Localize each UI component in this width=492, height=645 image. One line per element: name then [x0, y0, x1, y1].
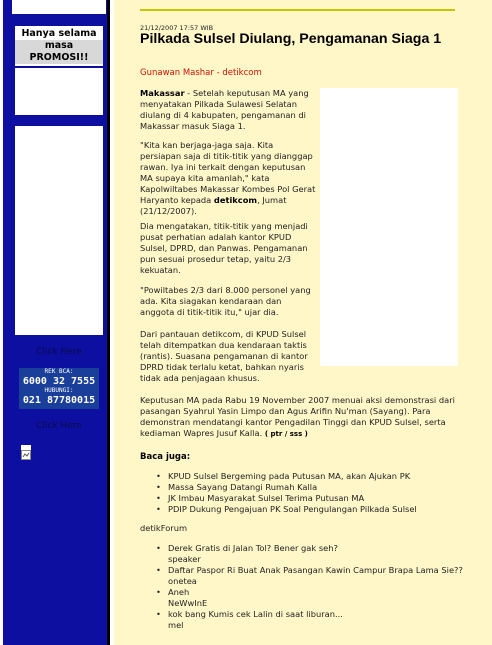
related-links-list [156, 471, 417, 515]
promo-banner[interactable] [15, 26, 103, 66]
article-author: Gunawan Mashar - detikcom [140, 68, 262, 78]
forum-topic-link[interactable]: Derek Gratis di Jalan Tol? Bener gak seh? [168, 543, 338, 553]
forum-list [156, 543, 463, 631]
paragraph-2-text: "Kita kan berjaga-jaga saja. Kita persiapan saja di titik-titik yang dianggap rawan. Iya ini terkait dengan keputusan MA supaya kita amanlah," kata Kapolwiltabes Makassar Kombes Pol Gerat Haryanto kepada [140, 140, 316, 205]
promo-line-2: masa [15, 40, 103, 52]
ad-slot-small[interactable] [15, 68, 103, 115]
forum-item [156, 565, 463, 587]
article-ad-box[interactable] [320, 88, 458, 366]
forum-user: mel [168, 620, 184, 630]
bank-account-banner[interactable] [19, 368, 99, 409]
forum-topic-link[interactable]: kok bang Kumis cek Lalin di saat liburan... [168, 609, 343, 619]
forum-topic-link[interactable]: Daftar Paspor Ri Buat Anak Pasangan Kawin Campur Brapa Lama Sie?? [168, 565, 463, 575]
dateline-city: Makassar [140, 88, 185, 98]
paragraph-5: Dari pantauan detikcom, di KPUD Sulsel telah ditempatkan dua kendaraan taktis (rantis). Suasana pengamanan di kantor DPRD tidak terlalu ketat, bahkan nyaris tidak ada penjagaan khusus. [140, 329, 308, 383]
paragraph-6-text: Keputusan MA pada Rabu 19 November 2007 menuai aksi demonstrasi dari pasangan Syahrul Yasin Limpo dan Agus Arifin Nu'man (Sayang). Para demonstran mendatangi kantor Pengadilan Tinggi dan KPUD Sulsel, serta kediaman Wapres Jusuf Kalla. [140, 395, 455, 438]
forum-user: onetea [168, 576, 197, 586]
forum-heading: detikForum [140, 523, 188, 533]
forum-user: speaker [168, 554, 201, 564]
related-link[interactable]: • PDIP Dukung Pengajuan PK Soal Pengulangan Pilkada Sulsel [156, 504, 417, 515]
forum-item [156, 587, 463, 609]
author-tag: ( ptr / sss ) [264, 430, 308, 438]
paragraph-1 [140, 88, 316, 132]
related-heading: Baca juga: [140, 452, 191, 462]
related-link[interactable]: • JK Imbau Masyarakat Sulsel Terima Putusan MA [156, 493, 417, 504]
phone-number: 021 87780015 [22, 395, 96, 406]
paragraph-1-text: - Setelah keputusan MA yang menyatakan Pilkada Sulawesi Selatan diulang di 4 kabupaten, pengamanan di Makassar masuk Siaga 1. [140, 88, 309, 131]
forum-item [156, 609, 463, 631]
forum-user: NeWwInE [168, 598, 208, 608]
bca-number: 6000 32 7555 [22, 376, 96, 387]
source-name: detikcom [213, 195, 258, 205]
bca-label: REK BCA: [44, 368, 74, 375]
top-banner-slot [12, 0, 106, 14]
paragraph-2-end: , Jumat (21/12/2007). [140, 195, 287, 216]
paragraph-4: "Powiltabes 2/3 dari 8.000 personel yang ada. Kita siagakan kendaraan dan anggota di titik-titik itu," ujar dia. [140, 285, 311, 317]
promo-line-3: PROMOSI!! [15, 52, 103, 64]
left-sidebar [3, 0, 110, 645]
click-here-link-2[interactable]: Click Here [36, 421, 82, 431]
ad-slot-tall[interactable] [15, 126, 103, 335]
related-link[interactable]: • Massa Sayang Datangi Rumah Kalla [156, 482, 417, 493]
related-link[interactable]: • KPUD Sulsel Bergeming pada Putusan MA, akan Ajukan PK [156, 471, 417, 482]
click-here-link-1[interactable]: Click Here [36, 347, 82, 357]
forum-topic-link[interactable]: Aneh [168, 587, 190, 597]
contact-label: HUBUNGI: [44, 387, 74, 394]
article-title: Pilkada Sulsel Diulang, Pengamanan Siaga 1 [140, 31, 442, 47]
paragraph-3: Dia mengatakan, titik-titik yang menjadi pusat perhatian adalah kantor KPUD Sulsel, DPRD, dan Panwas. Pengamanan pun sesuai prosedur tetap, yaitu 2/3 kekuatan. [140, 221, 308, 275]
paragraph-2 [140, 140, 316, 217]
paragraph-6 [140, 395, 460, 440]
promo-line-1: Hanya selama [21, 28, 97, 39]
broken-image-icon [21, 445, 31, 455]
forum-item [156, 543, 463, 565]
header-rule [140, 9, 455, 11]
article-timestamp: 21/12/2007 17:57 WIB [140, 24, 214, 32]
